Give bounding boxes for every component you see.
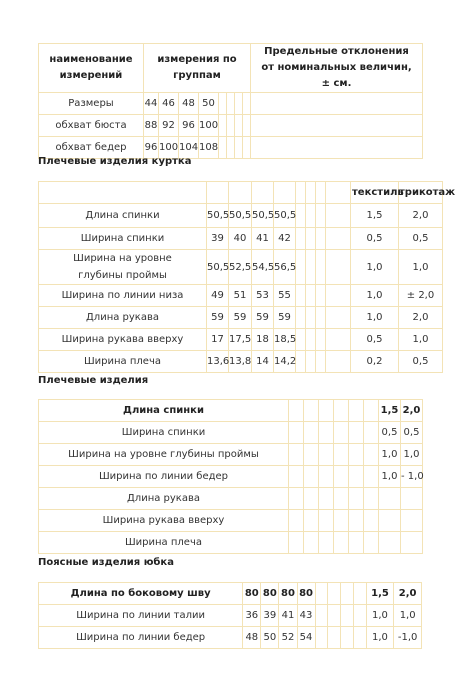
tolerance-textile: 0,5 [379,422,401,444]
tolerance-knitwear: 0,5 [399,351,443,373]
size-value: 14 [252,351,274,373]
row-label: Ширина по линии бедер [39,627,243,649]
empty-cell [349,466,364,488]
empty-cell [315,627,328,649]
size-value: 36 [243,605,261,627]
empty-cell [219,137,227,159]
row-label: Ширина по линии низа [39,285,207,307]
empty-cell [334,422,349,444]
empty-cell [326,307,351,329]
tolerance-textile: 1,0 [379,466,401,488]
empty-cell [289,532,304,554]
empty-cell [316,182,326,204]
empty-cell [289,466,304,488]
row-label: Ширина плеча [39,351,207,373]
row-label: Ширина спинки [39,422,289,444]
size-value: 43 [297,605,315,627]
row-label: Ширина на уровне глубины проймы [39,444,289,466]
tolerance-knitwear: 2,0 [399,307,443,329]
empty-cell [306,307,316,329]
size-value: 59 [274,307,296,329]
empty-cell [306,250,316,285]
empty-cell [319,422,334,444]
empty-cell [235,115,243,137]
tolerance-knitwear [401,510,423,532]
size-value: 18,5 [274,329,296,351]
empty-cell [316,329,326,351]
row-label: Ширина на уровне глубины проймы [39,250,207,285]
empty-cell [326,228,351,250]
empty-cell [319,510,334,532]
tolerance-knitwear: 1,0 [394,605,422,627]
row-label: Длина спинки [39,204,207,228]
header-measurement-name-text: наименование измерений [49,54,133,81]
section-title-jacket: Плечевые изделия куртка [38,156,192,167]
tolerance-textile: 1,0 [366,627,394,649]
empty-cell [296,204,306,228]
empty-cell [328,605,341,627]
row-label: обхват бедер [39,137,144,159]
tolerance-textile [379,488,401,510]
tolerance-knitwear: 1,0 [399,329,443,351]
empty-cell [328,583,341,605]
size-value: 48 [243,627,261,649]
empty-cell [319,444,334,466]
empty-cell [304,488,319,510]
jacket-row [39,307,443,329]
empty-cell [349,488,364,510]
size-value: 50 [199,93,219,115]
tolerance-knitwear: 2,0 [399,204,443,228]
size-value: 17,5 [229,329,252,351]
empty-cell [229,182,252,204]
jacket-row [39,250,443,285]
empty-cell [341,605,354,627]
empty-cell [219,115,227,137]
size-value: 92 [159,115,179,137]
row-label: Ширина спинки [39,228,207,250]
tolerance-cell [251,93,423,115]
empty-cell [235,93,243,115]
row-label: Длина спинки [39,400,289,422]
size-value: 51 [229,285,252,307]
empty-cell [326,250,351,285]
empty-cell [334,466,349,488]
header-tolerance [251,44,423,93]
shoulder-table [38,399,423,554]
tolerance-textile: 0,5 [351,329,399,351]
shoulder-row [39,444,423,466]
header-measurement-name [39,44,144,93]
tolerance-textile: 0,5 [351,228,399,250]
shoulder-row [39,510,423,532]
row-label: Длина рукава [39,488,289,510]
row-label: Размеры [39,93,144,115]
tolerance-textile [379,532,401,554]
tolerance-knitwear: 2,0 [394,583,422,605]
tolerance-knitwear: -1,0 [394,627,422,649]
tolerance-knitwear: 1,0 [401,444,423,466]
tolerance-knitwear: 2,0 [401,400,423,422]
jacket-row [39,285,443,307]
size-value: 96 [144,137,159,159]
empty-cell [349,422,364,444]
row-label: Длина по боковому шву [39,583,243,605]
tolerance-knitwear: ± 2,0 [399,285,443,307]
empty-cell [304,400,319,422]
size-value: 80 [297,583,315,605]
skirt-table [38,582,422,649]
empty-cell [364,466,379,488]
empty-cell [304,510,319,532]
empty-cell [296,329,306,351]
empty-cell [304,532,319,554]
shoulder-row [39,400,423,422]
empty-cell [315,605,328,627]
empty-cell [219,93,227,115]
empty-cell [289,510,304,532]
size-value: 50,5 [207,250,229,285]
size-value: 39 [207,228,229,250]
jacket-row [39,351,443,373]
empty-cell [296,250,306,285]
empty-cell [235,137,243,159]
header-group-measurements-text: измерения по группам [157,54,237,81]
size-value: 13,8 [229,351,252,373]
size-value: 100 [199,115,219,137]
tolerance-knitwear: 0,5 [399,228,443,250]
empty-cell [334,444,349,466]
size-value: 14,2 [274,351,296,373]
empty-cell [328,627,341,649]
empty-cell [326,351,351,373]
size-value: 41 [252,228,274,250]
size-value: 80 [261,583,279,605]
shoulder-row [39,466,423,488]
empty-cell [306,228,316,250]
empty-cell [319,488,334,510]
tolerance-textile: 1,0 [351,307,399,329]
skirt-row [39,605,422,627]
empty-cell [316,250,326,285]
size-value: 59 [207,307,229,329]
empty-cell [334,510,349,532]
empty-cell [289,400,304,422]
size-row [39,93,423,115]
skirt-row [39,627,422,649]
empty-cell [306,285,316,307]
empty-cell [304,466,319,488]
empty-cell [274,182,296,204]
size-row [39,115,423,137]
empty-cell [353,627,366,649]
jacket-row [39,204,443,228]
tolerance-cell [251,137,423,159]
empty-cell [326,285,351,307]
size-value: 50,5 [229,204,252,228]
empty-cell [227,115,235,137]
shoulder-row [39,488,423,510]
empty-cell [243,137,251,159]
size-value: 44 [144,93,159,115]
jacket-row [39,329,443,351]
column-header-row [39,182,443,204]
empty-cell [296,351,306,373]
empty-cell [334,488,349,510]
skirt-row [39,583,422,605]
tolerance-textile: 0,2 [351,351,399,373]
empty-cell [353,583,366,605]
size-value: 54 [297,627,315,649]
size-value: 55 [274,285,296,307]
size-value: 46 [159,93,179,115]
size-value: 17 [207,329,229,351]
size-value: 96 [179,115,199,137]
empty-cell [319,400,334,422]
tolerance-textile: 1,5 [366,583,394,605]
size-value: 13,6 [207,351,229,373]
size-value: 42 [274,228,296,250]
tolerance-textile: 1,0 [366,605,394,627]
row-label: Ширина по линии бедер [39,466,289,488]
measurement-header-table [38,43,423,159]
empty-cell [243,93,251,115]
empty-cell [289,488,304,510]
tolerance-textile: 1,0 [379,444,401,466]
size-value: 108 [199,137,219,159]
empty-cell [341,583,354,605]
tolerance-textile: 1,5 [351,204,399,228]
empty-cell [39,182,207,204]
size-value: 48 [179,93,199,115]
empty-cell [316,204,326,228]
empty-cell [316,228,326,250]
size-value: 49 [207,285,229,307]
tolerance-knitwear: - 1,0 [401,466,423,488]
tolerance-knitwear: 1,0 [399,250,443,285]
row-label: Ширина рукава вверху [39,510,289,532]
size-value: 59 [229,307,252,329]
empty-cell [227,93,235,115]
header-tolerance-text: Предельные отклонения от номинальных величин, ± см. [261,46,412,89]
size-value: 18 [252,329,274,351]
shoulder-row [39,422,423,444]
empty-cell [349,532,364,554]
empty-cell [364,444,379,466]
size-value: 50,5 [274,204,296,228]
empty-cell [306,351,316,373]
empty-cell [349,510,364,532]
empty-cell [349,400,364,422]
size-value: 52 [279,627,297,649]
empty-cell [304,422,319,444]
empty-cell [306,204,316,228]
section-title-shoulder: Плечевые изделия [38,375,149,386]
tolerance-textile: 1,5 [379,400,401,422]
size-value: 53 [252,285,274,307]
empty-cell [341,627,354,649]
jacket-row [39,228,443,250]
tolerance-textile: 1,0 [351,250,399,285]
empty-cell [296,307,306,329]
empty-cell [364,422,379,444]
empty-cell [227,137,235,159]
empty-cell [243,115,251,137]
empty-cell [315,583,328,605]
header-group-measurements [144,44,251,93]
tolerance-knitwear [401,488,423,510]
empty-cell [296,228,306,250]
size-value: 88 [144,115,159,137]
empty-cell [319,532,334,554]
empty-cell [252,182,274,204]
empty-cell [364,488,379,510]
empty-cell [364,400,379,422]
shoulder-row [39,532,423,554]
column-header-textile: текстиль [351,182,399,204]
empty-cell [306,182,316,204]
empty-cell [306,329,316,351]
empty-cell [353,605,366,627]
empty-cell [326,182,351,204]
size-value: 50,5 [252,204,274,228]
size-value: 41 [279,605,297,627]
size-value: 80 [243,583,261,605]
row-label: Ширина плеча [39,532,289,554]
section-title-skirt: Поясные изделия юбка [38,557,174,568]
empty-cell [364,510,379,532]
size-value: 39 [261,605,279,627]
size-value: 100 [159,137,179,159]
row-label: Длина рукава [39,307,207,329]
size-value: 80 [279,583,297,605]
empty-cell [316,351,326,373]
size-value: 50,5 [207,204,229,228]
row-label: Ширина по линии талии [39,605,243,627]
tolerance-knitwear [401,532,423,554]
tolerance-knitwear: 0,5 [401,422,423,444]
jacket-table [38,181,456,373]
row-label: обхват бюста [39,115,144,137]
empty-cell [207,182,229,204]
size-value: 59 [252,307,274,329]
size-value: 104 [179,137,199,159]
size-value: 40 [229,228,252,250]
empty-cell [296,285,306,307]
empty-cell [326,204,351,228]
empty-cell [334,400,349,422]
size-value: 52,5 [229,250,252,285]
size-value: 50 [261,627,279,649]
empty-cell [326,329,351,351]
size-value: 54,5 [252,250,274,285]
empty-cell [349,444,364,466]
empty-cell [334,532,349,554]
empty-cell [289,422,304,444]
empty-cell [316,307,326,329]
empty-cell [296,182,306,204]
column-header-knitwear: трикотаж [399,182,443,204]
empty-cell [319,466,334,488]
tolerance-cell [251,115,423,137]
row-label: Ширина рукава вверху [39,329,207,351]
empty-cell [364,532,379,554]
tolerance-textile: 1,0 [351,285,399,307]
empty-cell [316,285,326,307]
empty-cell [304,444,319,466]
tolerance-textile [379,510,401,532]
size-value: 56,5 [274,250,296,285]
empty-cell [289,444,304,466]
